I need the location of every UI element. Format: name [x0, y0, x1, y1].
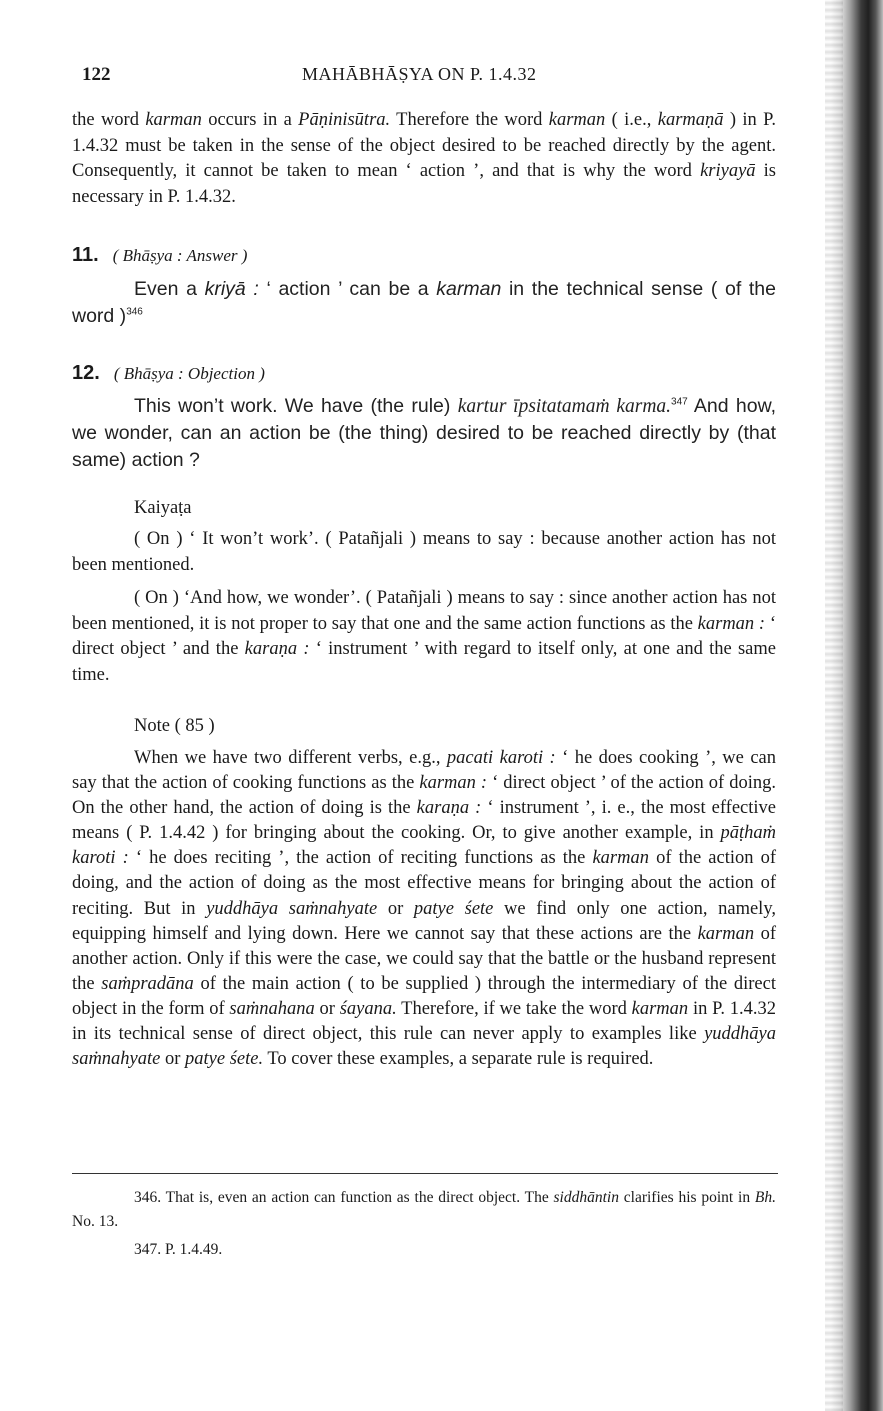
footnote-ref-347[interactable]: 347 [671, 396, 688, 408]
section-11-text: Even a kriyā : ‘ action ’ can be a karman in the technical sense ( of the word )$^{346}$ [72, 278, 776, 327]
footnote-347: 347. P. 1.4.49. [134, 1241, 223, 1258]
note-paragraph: When we have two different verbs, e.g., pacati karoti : ‘ he does cooking ’, we can say that the action of cooking functions as the karman : ‘ direct object ’ of the action of doing. On the other hand, the action of doing is the karaṇa : ‘ instrument ’, i. e., the most effective means ( P. 1.4.42 ) for bringing about the cooking. Or, to give another example, in pāṭhaṁ karoti : ‘ he does reciting ’, the action of reciting functions as the karman of the action of doing, and the action of doing as the most effective means for bringing about the action of reciting. But in yuddhāya saṁnahyate or patye śete we find only one action, namely, equipping himself and lying down. Here we cannot say that these actions are the karman of another action. Only if this were the case, we could say that the battle or the husband represent the saṁpradāna of the main action ( to be supplied ) through the intermediary of the direct object in the form of saṁnahana or śayana. Therefore, if we take the word karman in P. 1.4.32 in its technical sense of direct object, this rule can never apply to examples like yuddhāya saṁnahyate or patye śete. To cover these examples, a separate rule is required. [72, 748, 777, 1070]
page-number: 122 [82, 64, 111, 85]
section-number: 11. [72, 244, 99, 266]
section-number: 12. [72, 362, 100, 384]
footnote-divider [72, 1173, 778, 1174]
kaiyata-heading: Kaiyaṭa [134, 498, 192, 518]
section-12-text: This won’t work. We have (the rule) kartur īpsitatamaṁ karma.$^{347}$ And how, we wonder, can an action be (the thing) desired to be reached directly by (that same) action ? [72, 395, 777, 471]
book-spine-texture [825, 0, 843, 1411]
note-heading: Note ( 85 ) [134, 716, 215, 736]
section-11-heading [72, 244, 247, 267]
section-label: ( Bhāṣya : Answer ) [112, 246, 248, 265]
footnote-ref-346[interactable]: 346 [126, 306, 143, 318]
running-head: MAHĀBHĀṢYA ON P. 1.4.32 [302, 64, 537, 84]
page-header [72, 64, 782, 92]
section-label: ( Bhāṣya : Objection ) [113, 364, 265, 383]
section-12-heading [72, 362, 265, 385]
intro-paragraph: the word karman occurs in a Pāṇinisūtra. Therefore the word karman ( i.e., karmaṇā ) in P. 1.4.32 must be taken in the sense of the object desired to be reached directly by the agent. Consequently, it cannot be taken to mean ‘ action ’, and that is why the word kriyayā is necessary in P. 1.4.32. [72, 110, 777, 208]
kaiyata-paragraph-2: ( On ) ‘And how, we wonder’. ( Patañjali ) means to say : since another action has not been mentioned, it is not proper to say that one and the same action functions as the karman : ‘ direct object ’ and the karaṇa : ‘ instrument ’ with regard to itself only, at one and the same time. [72, 588, 776, 686]
footnote-346: 346. That is, even an action can function as the direct object. The siddhāntin clarifies his point in Bh. No. 13. [72, 1189, 776, 1230]
kaiyata-paragraph-1: ( On ) ‘ It won’t work’. ( Patañjali ) means to say : because another action has not been mentioned. [72, 529, 776, 575]
